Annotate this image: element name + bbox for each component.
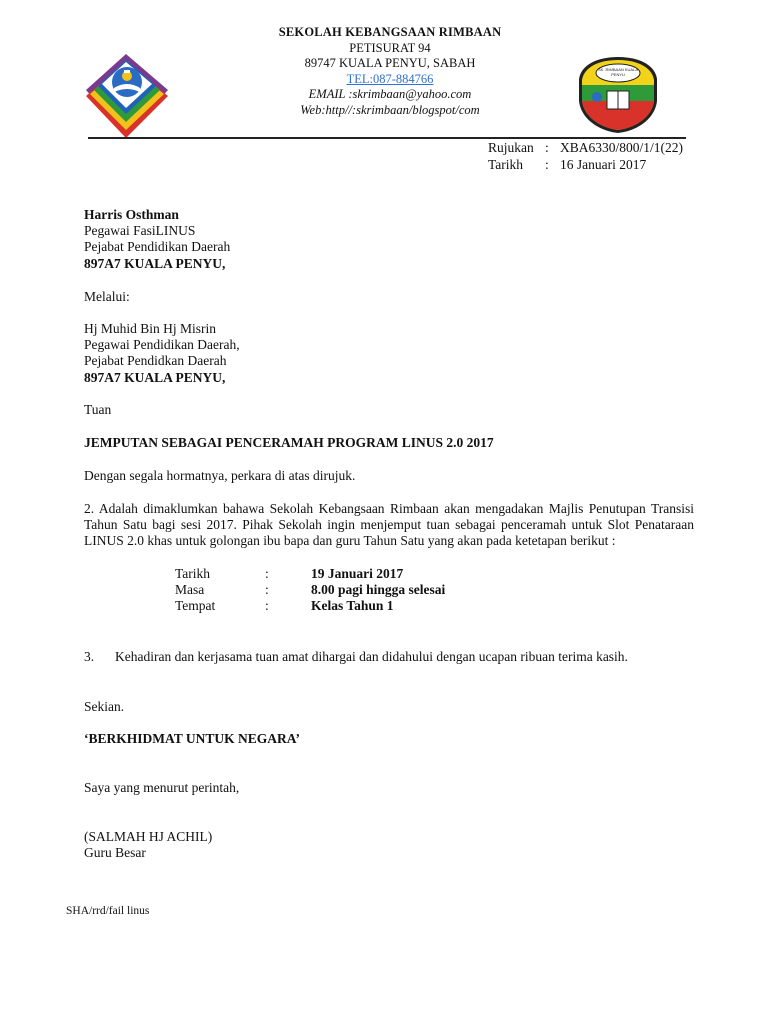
paragraph-3-text: Kehadiran dan kerjasama tuan amat dihargai dan didahului dengan ucapan ribuan terima kasih. bbox=[115, 649, 628, 664]
rujukan-colon: : bbox=[545, 140, 549, 155]
rujukan-label: Rujukan bbox=[488, 140, 534, 155]
detail-tarikh-label: Tarikh bbox=[175, 566, 211, 581]
detail-tempat-value: Kelas Tahun 1 bbox=[311, 598, 394, 613]
paragraph-2: 2. Adalah dimaklumkan bahawa Sekolah Kebangsaan Rimbaan akan mengadakan Majlis Penutupan Transisi Tahun Satu bagi sesi 2017. Pihak Sekolah ingin menjemput tuan sebagai penceramah untuk Slot Penataraan LINUS 2.0 khas untuk golongan ibu bapa dan guru Tahun Satu yang akan pada ketetapan berikut : bbox=[84, 501, 694, 548]
signoff: Saya yang menurut perintah, bbox=[84, 780, 240, 795]
via-city: 897A7 KUALA PENYU, bbox=[84, 370, 226, 385]
via-office: Pejabat Pendidkan Daerah bbox=[84, 353, 227, 368]
detail-masa-label: Masa bbox=[175, 582, 205, 597]
email-address: EMAIL :skrimbaan@yahoo.com bbox=[308, 87, 472, 101]
right-school-crest bbox=[577, 55, 659, 135]
tarikh-label: Tarikh bbox=[488, 157, 524, 172]
school-name: SEKOLAH KEBANGSAAN RIMBAAN bbox=[278, 25, 502, 39]
left-logo-emblem-icon bbox=[80, 50, 174, 140]
paragraph-3-number: 3. bbox=[84, 649, 95, 664]
via-name: Hj Muhid Bin Hj Misrin bbox=[84, 321, 217, 336]
letterhead bbox=[200, 25, 580, 118]
detail-tarikh-colon: : bbox=[265, 566, 269, 581]
detail-masa-colon: : bbox=[265, 582, 269, 597]
rujukan-value: XBA6330/800/1/1(22) bbox=[560, 140, 683, 155]
salutation: Tuan bbox=[84, 402, 112, 417]
tarikh-value: 16 Januari 2017 bbox=[560, 157, 647, 172]
recipient-position: Pegawai FasiLINUS bbox=[84, 223, 196, 238]
detail-tempat-colon: : bbox=[265, 598, 269, 613]
address-line-2: 89747 KUALA PENYU, SABAH bbox=[304, 56, 476, 70]
signatory-name: (SALMAH HJ ACHIL) bbox=[84, 829, 213, 844]
via-position: Pegawai Pendidikan Daerah, bbox=[84, 337, 240, 352]
telephone-link[interactable]: TEL:087-884766 bbox=[346, 71, 434, 86]
left-school-logo bbox=[80, 50, 174, 140]
via-label: Melalui: bbox=[84, 289, 130, 304]
footer-reference: SHA/rrd/fail linus bbox=[66, 905, 150, 917]
recipient-office: Pejabat Pendidikan Daerah bbox=[84, 239, 231, 254]
motto: ‘BERKHIDMAT UNTUK NEGARA’ bbox=[84, 731, 301, 746]
right-crest-text: SK. RIMBAAN KUALA PENYU bbox=[597, 67, 638, 77]
signatory-title: Guru Besar bbox=[84, 845, 146, 860]
detail-masa-value: 8.00 pagi hingga selesai bbox=[311, 582, 446, 597]
opening-line: Dengan segala hormatnya, perkara di atas dirujuk. bbox=[84, 468, 356, 483]
detail-tarikh-value: 19 Januari 2017 bbox=[311, 566, 404, 581]
recipient-name: Harris Osthman bbox=[84, 207, 179, 222]
recipient-city: 897A7 KUALA PENYU, bbox=[84, 256, 226, 271]
detail-tempat-label: Tempat bbox=[175, 598, 216, 613]
closing: Sekian. bbox=[84, 699, 125, 714]
tarikh-colon: : bbox=[545, 157, 549, 172]
letter-subject: JEMPUTAN SEBAGAI PENCERAMAH PROGRAM LINUS 2.0 2017 bbox=[84, 435, 494, 450]
letterhead-divider bbox=[88, 137, 686, 139]
website-address: Web:http//:skrimbaan/blogspot/com bbox=[300, 102, 480, 117]
address-line-1: PETISURAT 94 bbox=[349, 40, 431, 55]
